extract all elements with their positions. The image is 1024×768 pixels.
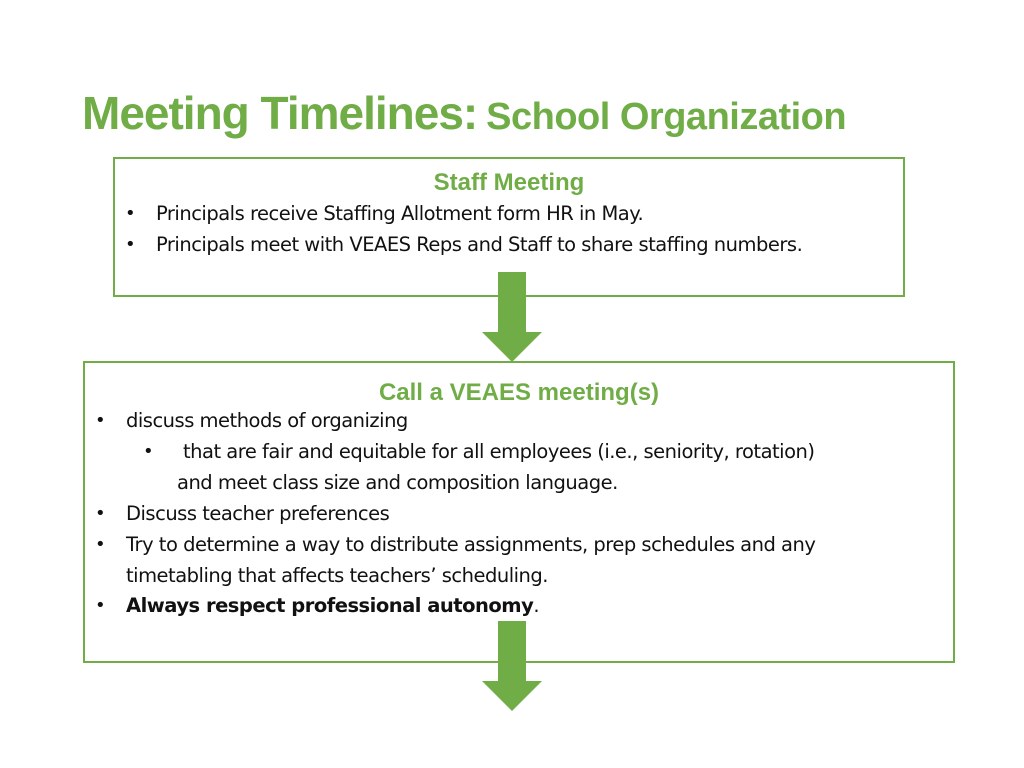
sub-bullet-icon: • bbox=[143, 441, 154, 462]
title-sub: School Organization bbox=[486, 96, 847, 138]
bullet-icon: • bbox=[95, 534, 106, 555]
veaes-meeting-box bbox=[83, 361, 955, 663]
staff-bullet-2: Principals meet with VEAES Reps and Staff to share staffing numbers. bbox=[156, 233, 803, 256]
arrow-shape bbox=[482, 272, 542, 362]
veaes-bullet-4 bbox=[126, 594, 539, 617]
arrow-shape bbox=[482, 621, 542, 711]
veaes-meeting-heading: Call a VEAES meeting(s) bbox=[378, 379, 660, 406]
bullet-icon: • bbox=[95, 410, 106, 431]
staff-bullet-1: Principals receive Staffing Allotment form HR in May. bbox=[156, 202, 644, 225]
title-main: Meeting Timelines: bbox=[82, 87, 478, 139]
bullet-icon: • bbox=[95, 503, 106, 524]
autonomy-emphasis: Always respect professional autonomy bbox=[126, 594, 534, 617]
bullet-icon: • bbox=[125, 203, 136, 224]
bullet-icon: • bbox=[95, 595, 106, 616]
veaes-bullet-1: discuss methods of organizing bbox=[126, 409, 408, 432]
down-arrow-icon bbox=[482, 621, 542, 713]
veaes-sub-bullet-line-2: and meet class size and composition language. bbox=[177, 471, 618, 494]
staff-meeting-heading: Staff Meeting bbox=[433, 169, 585, 196]
veaes-sub-bullet-line-1: that are fair and equitable for all employees (i.e., seniority, rotation) bbox=[183, 440, 815, 463]
slide-title bbox=[82, 86, 846, 140]
veaes-bullet-3-line-1: Try to determine a way to distribute assignments, prep schedules and any bbox=[126, 533, 816, 556]
veaes-bullet-2: Discuss teacher preferences bbox=[126, 502, 390, 525]
bullet-icon: • bbox=[125, 234, 136, 255]
veaes-bullet-3-line-2: timetabling that affects teachers’ scheduling. bbox=[126, 564, 548, 587]
down-arrow-icon bbox=[482, 272, 542, 364]
autonomy-period: . bbox=[533, 594, 540, 617]
